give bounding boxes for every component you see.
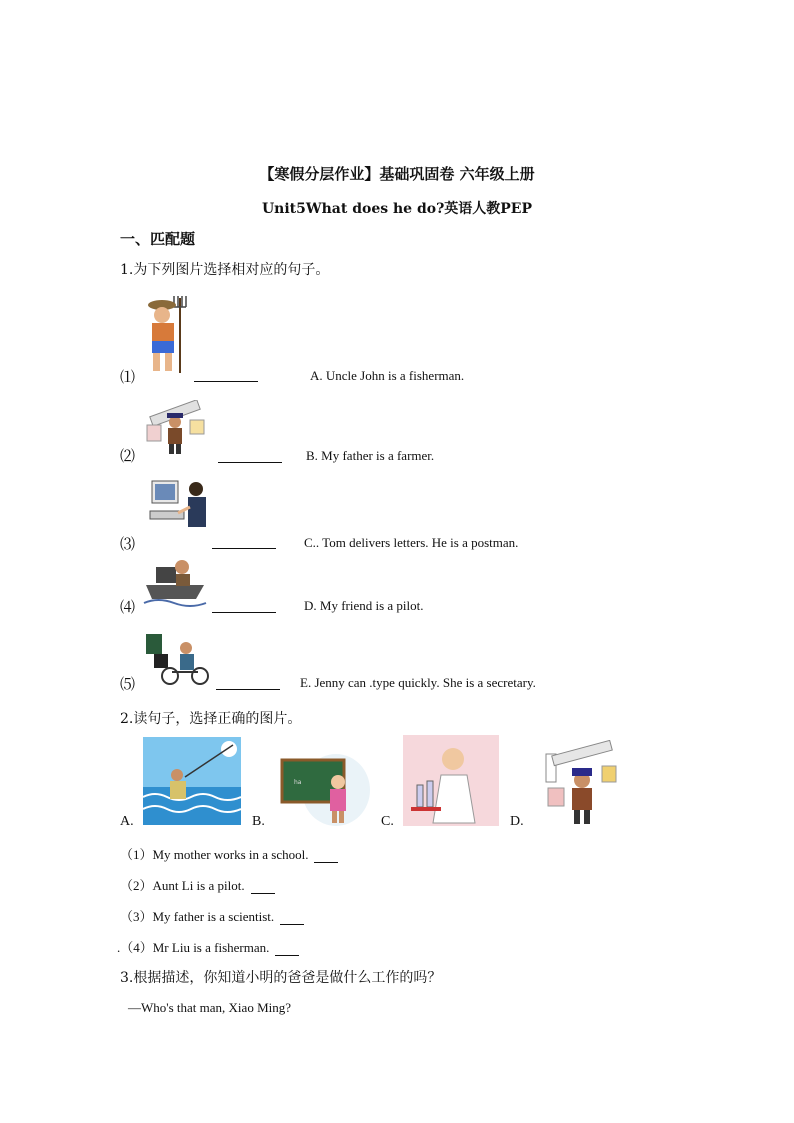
option-e: E. Jenny can .type quickly. She is a secretary. — [300, 675, 536, 690]
page-title: 【寒假分层作业】基础巩固卷 六年级上册 — [259, 165, 535, 183]
item-3-answer-line[interactable] — [212, 548, 276, 549]
option-c: C.. Tom delivers letters. He is a postman. — [304, 535, 519, 550]
pilot-picture-d — [542, 740, 622, 826]
answer-blank[interactable] — [280, 912, 304, 925]
answer-blank[interactable] — [314, 850, 338, 863]
item-1-answer-line[interactable] — [194, 381, 258, 382]
picture-label-b: B. — [252, 814, 265, 829]
option-a: A. Uncle John is a fisherman. — [310, 368, 465, 383]
item-1-number: ⑴ — [120, 368, 136, 386]
sentence-row — [117, 937, 299, 956]
dialogue-line: —Who's that man, Xiao Ming? — [128, 1000, 292, 1015]
item-2-answer-line[interactable] — [218, 462, 282, 463]
item-5-answer-line[interactable] — [216, 689, 280, 690]
sentence-text: .（4）Mr Liu is a fisherman. — [117, 940, 270, 955]
answer-blank[interactable] — [251, 881, 275, 894]
item-3-number: ⑶ — [120, 535, 136, 553]
scientist-picture — [403, 735, 499, 826]
teacher-picture — [274, 752, 370, 826]
option-b: B. My father is a farmer. — [306, 448, 435, 463]
sentence-text: （3）My father is a scientist. — [120, 909, 275, 924]
question-2-prompt: 2.读句子，选择正确的图片。 — [120, 711, 302, 727]
farmer-picture — [140, 293, 196, 379]
secretary-picture — [142, 473, 210, 535]
sentence-text: （1）My mother works in a school. — [120, 847, 309, 862]
sentence-text: （2）Aunt Li is a pilot. — [120, 878, 245, 893]
question-1-prompt: 1.为下列图片选择相对应的句子。 — [120, 262, 330, 278]
pilot-picture — [142, 400, 208, 455]
picture-label-c: C. — [381, 814, 394, 829]
option-d: D. My friend is a pilot. — [304, 598, 424, 613]
svg-text:ha: ha — [294, 779, 302, 786]
picture-label-a: A. — [120, 814, 134, 829]
item-2-number: ⑵ — [120, 447, 136, 465]
sentence-row — [120, 844, 338, 863]
page-subtitle: Unit5What does he do?英语人教PEP — [261, 201, 533, 217]
sentence-row — [120, 906, 304, 925]
fisherman-boat-picture — [142, 553, 208, 608]
item-5-number: ⑸ — [120, 675, 136, 693]
item-4-answer-line[interactable] — [212, 612, 276, 613]
section-heading: 一、匹配题 — [120, 230, 196, 248]
answer-blank[interactable] — [275, 943, 299, 956]
item-4-number: ⑷ — [120, 598, 136, 616]
fisherman-sea-picture — [143, 737, 241, 825]
question-3-prompt: 3.根据描述，你知道小明的爸爸是做什么工作的吗？ — [120, 970, 442, 986]
sentence-row — [120, 875, 275, 894]
picture-label-d: D. — [510, 814, 524, 829]
postman-picture — [142, 628, 212, 686]
